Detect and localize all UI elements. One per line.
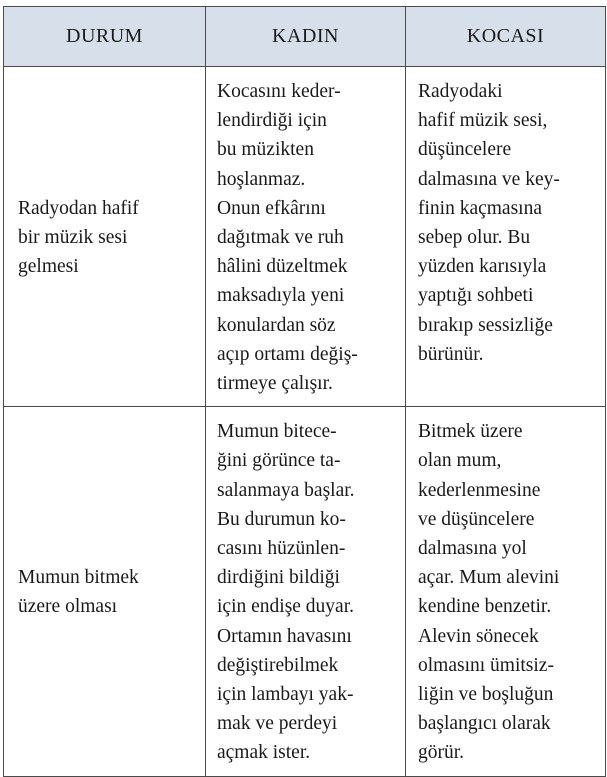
- cell-line: olan mum,: [418, 450, 502, 472]
- kocasi-cell: [406, 407, 606, 776]
- cell-line: salanmaya başlar.: [217, 479, 355, 501]
- durum-cell: [4, 407, 206, 776]
- cell-line: Onun efkârını: [217, 197, 326, 219]
- cell-line: için lambayı yak-: [217, 684, 354, 706]
- cell-line: dirdiğini bildiği: [217, 567, 340, 589]
- cell-line: Alevin sönecek: [418, 625, 539, 647]
- cell-line: açar. Mum alevini: [418, 567, 560, 589]
- cell-line: dalmasına yol: [418, 538, 527, 560]
- cell-line: Radyodaki: [418, 81, 503, 102]
- cell-line: Kocasını keder-: [217, 81, 341, 102]
- cell-line: tirmeye çalışır.: [217, 373, 333, 395]
- cell-line: açıp ortamı değiş-: [217, 343, 358, 365]
- cell-line: bu müzikten: [217, 139, 314, 161]
- cell-line: değiştirebilmek: [217, 654, 339, 676]
- cell-line: olmasını ümitsiz-: [418, 654, 554, 676]
- header-durum: DURUM: [4, 7, 206, 67]
- cell-line: Radyodan hafif: [18, 197, 139, 219]
- cell-line: Ortamın havasını: [217, 625, 352, 647]
- cell-line: dalmasına ve key-: [418, 168, 560, 190]
- cell-line: için endişe duyar.: [217, 596, 355, 618]
- durum-cell: [4, 67, 206, 407]
- table-header-row: [4, 7, 606, 67]
- table-row: [4, 407, 606, 776]
- cell-line: ve düşüncelere: [418, 508, 535, 530]
- cell-line: bırakıp sessizliğe: [418, 314, 553, 336]
- cell-line: yaptığı sohbeti: [418, 285, 534, 307]
- header-kadin: KADIN: [206, 7, 406, 67]
- cell-line: finin kaçmasına: [418, 197, 542, 219]
- cell-line: mak ve perdeyi: [217, 713, 338, 735]
- header-kocasi: KOCASI: [406, 7, 606, 67]
- cell-line: liğin ve boşluğun: [418, 684, 554, 706]
- cell-line: görür.: [418, 742, 465, 764]
- cell-line: konulardan söz: [217, 314, 336, 336]
- cell-line: yüzden karısıyla: [418, 256, 547, 278]
- cell-line: başlangıcı olarak: [418, 713, 551, 735]
- cell-line: hâlini düzeltmek: [217, 256, 348, 278]
- kocasi-cell: [406, 67, 606, 407]
- cell-line: Mumun bitece-: [217, 421, 337, 443]
- kadin-cell: [206, 407, 406, 776]
- cell-line: kederlenmesine: [418, 479, 541, 501]
- cell-line: sebep olur. Bu: [418, 227, 531, 249]
- cell-line: üzere olması: [18, 596, 118, 618]
- cell-line: bürünür.: [418, 343, 484, 365]
- cell-line: açmak ister.: [217, 742, 311, 764]
- table-row: [4, 67, 606, 407]
- cell-line: dağıtmak ve ruh: [217, 227, 344, 249]
- cell-line: ğini görünce ta-: [217, 450, 341, 472]
- cell-line: gelmesi: [18, 256, 79, 278]
- cell-line: hafif müzik sesi,: [418, 110, 548, 132]
- cell-line: düşüncelere: [418, 139, 512, 161]
- cell-line: maksadıyla yeni: [217, 285, 345, 307]
- cell-line: Bitmek üzere: [418, 421, 523, 443]
- cell-line: lendirdiği için: [217, 110, 327, 132]
- cell-line: bir müzik sesi: [18, 227, 128, 249]
- cell-line: Bu durumun ko-: [217, 508, 346, 530]
- cell-line: Mumun bitmek: [18, 567, 139, 589]
- kadin-cell: [206, 67, 406, 407]
- comparison-table: [3, 6, 606, 777]
- cell-line: kendine benzetir.: [418, 596, 552, 618]
- cell-line: casını hüzünlen-: [217, 538, 346, 560]
- cell-line: hoşlanmaz.: [217, 168, 306, 190]
